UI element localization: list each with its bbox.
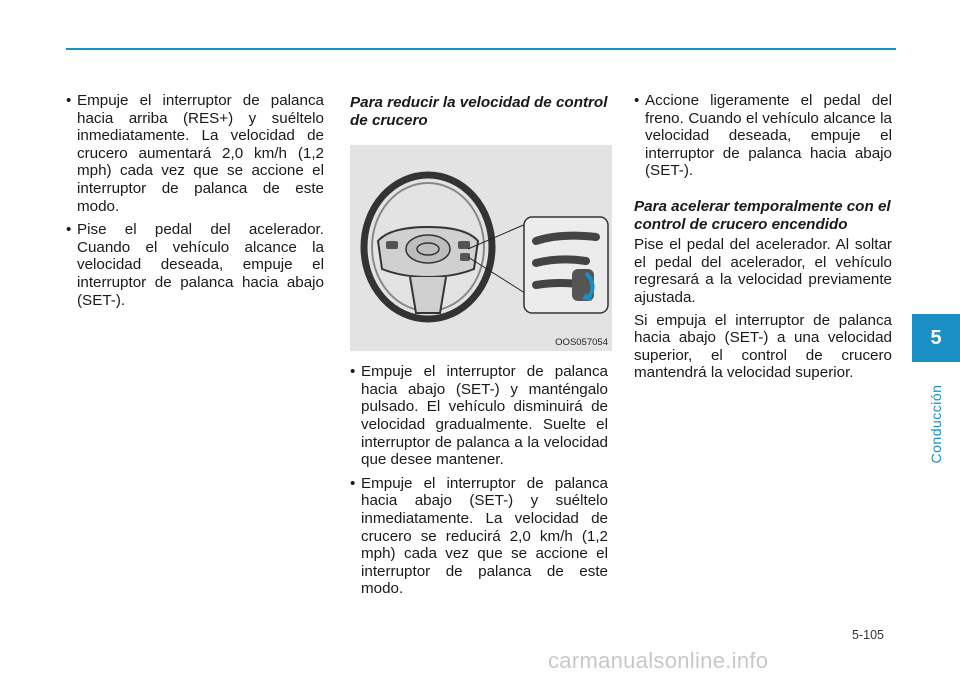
bullet-item: • Empuje el interruptor de palanca hacia arriba (RES+) y suéltelo inmediatamente. La velocidad de crucero aumentará 2,0 km/h (1,2 mph) cada vez que se accione el interruptor de palanca de este modo. <box>66 92 324 215</box>
steering-wheel-drawing <box>350 145 612 351</box>
page-number: 5-105 <box>852 628 884 642</box>
section-heading: Para reducir la velocidad de control de crucero <box>350 94 608 129</box>
bullet-item: • Empuje el interruptor de palanca hacia abajo (SET-) y manténgalo pulsado. El vehículo disminuirá de velocidad gradualmente. Suelte el interruptor de palanca a la velocidad que desee mantener. <box>350 363 608 469</box>
top-rule <box>66 48 896 50</box>
middle-column <box>350 94 608 604</box>
cruise-switch-zoom-icon <box>524 217 608 313</box>
left-column <box>66 92 324 315</box>
figure-code: OOS057054 <box>555 337 608 349</box>
bullet-item: • Empuje el interruptor de palanca hacia abajo (SET-) y suéltelo inmediatamente. La velocidad de crucero se reducirá 2,0 km/h (1,2 mph) cada vez que se accione el interruptor de palanca de este modo. <box>350 475 608 598</box>
paragraph: Si empuja el interruptor de palanca hacia abajo (SET-) a una velocidad superior, el control de crucero mantendrá la velocidad superior. <box>634 311 892 382</box>
right-column <box>634 92 892 387</box>
steering-wheel-illustration <box>350 145 612 351</box>
bullet-item: • Pise el pedal del acelerador. Cuando el vehículo alcance la velocidad deseada, empuje el interruptor de palanca hacia abajo (SET-). <box>66 221 324 309</box>
watermark: carmanualsonline.info <box>548 648 769 673</box>
chapter-number-tab: 5 <box>912 314 960 362</box>
paragraph: Pise el pedal del acelerador. Al soltar el pedal del acelerador, el vehículo regresará a la velocidad previamente ajustada. <box>634 236 892 306</box>
chapter-label: Conducción <box>928 384 944 464</box>
bullet-item: • Accione ligeramente el pedal del freno. Cuando el vehículo alcance la velocidad deseada, empuje el interruptor de palanca hacia abajo (SET-). <box>634 92 892 180</box>
section-heading: Para acelerar temporalmente con el control de crucero encendido <box>634 197 891 233</box>
